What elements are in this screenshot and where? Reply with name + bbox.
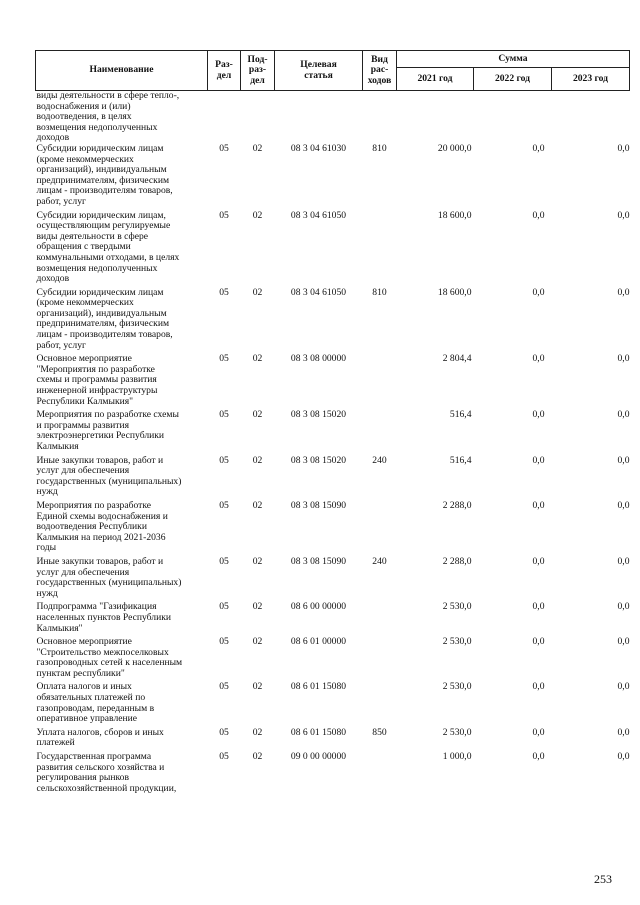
row-sum-2022: 0,0 — [532, 681, 545, 693]
row-target-article: 08 3 08 15090 — [290, 499, 347, 511]
row-name: Субсидии юридическим лицам (кроме некоммерческих организаций), индивидуальным предпринимателям, физическим лицам - производителям товаров, работ, услуг — [36, 286, 173, 351]
row-subsection: 02 — [252, 751, 263, 763]
table-body — [36, 91, 630, 798]
row-name: Иные закупки товаров, работ и услуг для обеспечения государственных (муниципальных) нужд — [36, 555, 182, 599]
row-section: 05 — [219, 636, 229, 648]
row-target-article: 08 6 01 00000 — [290, 636, 347, 648]
row-sum-2021: 516,4 — [449, 409, 472, 421]
row-subsection: 02 — [252, 209, 263, 221]
row-sum-2022: 0,0 — [532, 353, 545, 365]
row-sum-2022: 0,0 — [532, 286, 545, 298]
row-subsection: 02 — [252, 726, 263, 738]
continued-row — [36, 91, 630, 144]
row-sum-2021: 1 000,0 — [442, 751, 472, 763]
header-name: Наименование — [36, 51, 208, 91]
row-subsection: 02 — [252, 499, 263, 511]
table-row — [36, 144, 630, 211]
row-name: Подпрограмма "Газификация населенных пунктов Республики Калмыкия" — [36, 601, 171, 634]
row-sum-2022: 0,0 — [532, 751, 545, 763]
row-section: 05 — [219, 601, 229, 613]
table-row — [36, 501, 630, 557]
row-sum-2023: 0,0 — [617, 142, 630, 154]
row-subsection: 02 — [252, 142, 263, 154]
row-sum-2023: 0,0 — [617, 681, 630, 693]
row-section: 05 — [219, 751, 229, 763]
row-sum-2021: 2 530,0 — [442, 726, 472, 738]
row-expense-type — [363, 501, 397, 557]
header-expense-type: Вид рас- ходов — [363, 51, 397, 91]
row-target-article: 08 3 04 61030 — [290, 142, 347, 154]
row-expense-type: 240 — [372, 454, 387, 466]
row-sum-2021: 2 530,0 — [442, 681, 472, 693]
row-expense-type — [363, 211, 397, 288]
row-name: Иные закупки товаров, работ и услуг для обеспечения государственных (муниципальных) нужд — [36, 454, 182, 498]
header-year-2022: 2022 год — [474, 68, 552, 91]
header-section: Раз- дел — [208, 51, 241, 91]
row-section: 05 — [219, 555, 229, 567]
row-sum-2023: 0,0 — [617, 209, 630, 221]
row-sum-2022: 0,0 — [532, 601, 545, 613]
row-sum-2021: 2 288,0 — [442, 555, 472, 567]
row-expense-type — [363, 410, 397, 455]
row-target-article: 08 3 04 61050 — [290, 209, 347, 221]
row-name: Мероприятия по разработке Единой схемы водоснабжения и водоотведения Республики Калмыкия на период 2021-2036 годы — [36, 499, 168, 554]
row-expense-type: 810 — [372, 286, 387, 298]
row-name: Субсидии юридическим лицам (кроме некоммерческих организаций), индивидуальным предпринимателям, физическим лицам - производителям товаров, работ, услуг — [36, 142, 173, 207]
table-header — [36, 51, 630, 91]
row-target-article: 08 3 08 15090 — [290, 555, 347, 567]
row-name: Оплата налогов и иных обязательных платежей по газопроводам, переданным в оперативное управление — [36, 681, 155, 725]
row-subsection: 02 — [252, 353, 263, 365]
row-sum-2021: 20 000,0 — [437, 142, 472, 154]
row-subsection: 02 — [252, 601, 263, 613]
page-number: 253 — [594, 872, 612, 886]
row-expense-type — [363, 354, 397, 410]
row-sum-2021: 2 804,4 — [442, 353, 472, 365]
row-target-article: 08 6 00 00000 — [290, 601, 347, 613]
row-name: Мероприятия по разработке схемы и программы развития электроэнергетики Республики Калмыкия — [36, 409, 179, 452]
row-sum-2023: 0,0 — [617, 601, 630, 613]
row-target-article: 08 3 04 61050 — [290, 286, 347, 298]
row-name: Уплата налогов, сборов и иных платежей — [36, 726, 164, 749]
row-sum-2022: 0,0 — [532, 555, 545, 567]
table-row — [36, 288, 630, 355]
table-row — [36, 637, 630, 682]
row-section: 05 — [219, 681, 229, 693]
row-expense-type: 240 — [372, 555, 387, 567]
table-row — [36, 211, 630, 288]
row-sum-2023: 0,0 — [617, 454, 630, 466]
header-subsection: Под- раз- дел — [241, 51, 275, 91]
row-target-article: 08 3 08 15020 — [290, 409, 347, 421]
row-sum-2023: 0,0 — [617, 353, 630, 365]
row-sum-2021: 2 530,0 — [442, 636, 472, 648]
row-sum-2022: 0,0 — [532, 636, 545, 648]
row-sum-2022: 0,0 — [532, 409, 545, 421]
row-expense-type — [363, 682, 397, 727]
row-name: Основное мероприятие "Строительство межпоселковых газопроводных сетей к населенным пунктам республики" — [36, 636, 183, 679]
row-section: 05 — [219, 499, 229, 511]
row-sum-2023: 0,0 — [617, 286, 630, 298]
row-sum-2023: 0,0 — [617, 409, 630, 421]
row-section: 05 — [219, 454, 229, 466]
row-target-article: 08 3 08 00000 — [290, 353, 347, 365]
row-target-article: 08 3 08 15020 — [290, 454, 347, 466]
row-expense-type: 850 — [372, 726, 387, 738]
row-sum-2021: 2 288,0 — [442, 499, 472, 511]
table-row — [36, 682, 630, 727]
row-sum-2021: 18 600,0 — [437, 286, 472, 298]
continued-text: виды деятельности в сфере тепло-, водоснабжения и (или) водоотведения, в целях возмещения недополученных доходов — [36, 90, 180, 144]
header-sum: Сумма — [397, 51, 630, 68]
header-target: Целевая статья — [275, 51, 363, 91]
row-sum-2022: 0,0 — [532, 142, 545, 154]
table-row — [36, 557, 630, 602]
row-subsection: 02 — [252, 555, 263, 567]
row-subsection: 02 — [252, 286, 263, 298]
row-expense-type: 810 — [372, 142, 387, 154]
row-expense-type — [363, 602, 397, 637]
row-target-article: 08 6 01 15080 — [290, 726, 347, 738]
header-year-2023: 2023 год — [552, 68, 630, 91]
row-name: Государственная программа развития сельского хозяйства и регулирования рынков сельскохозяйственной продукции, — [36, 751, 177, 794]
row-sum-2023: 0,0 — [617, 636, 630, 648]
row-sum-2022: 0,0 — [532, 499, 545, 511]
row-name: Субсидии юридическим лицам, осуществляющим регулируемые виды деятельности в сфере обращения с твердыми коммунальными отходами, в целях возмещения недополученных доходов — [36, 209, 180, 285]
row-section: 05 — [219, 726, 229, 738]
row-name: Основное мероприятие "Мероприятия по разработке схемы и программы развития инженерной инфраструктуры Республики Калмыкия" — [36, 353, 158, 407]
row-target-article: 09 0 00 00000 — [290, 751, 347, 763]
row-sum-2023: 0,0 — [617, 751, 630, 763]
row-expense-type — [363, 752, 397, 797]
row-subsection: 02 — [252, 636, 263, 648]
row-sum-2022: 0,0 — [532, 454, 545, 466]
header-year-2021: 2021 год — [397, 68, 474, 91]
row-sum-2023: 0,0 — [617, 499, 630, 511]
table-row — [36, 456, 630, 501]
row-sum-2021: 18 600,0 — [437, 209, 472, 221]
row-sum-2023: 0,0 — [617, 555, 630, 567]
row-target-article: 08 6 01 15080 — [290, 681, 347, 693]
table-row — [36, 728, 630, 752]
row-expense-type — [363, 637, 397, 682]
budget-table — [35, 50, 630, 797]
row-sum-2021: 516,4 — [449, 454, 472, 466]
row-section: 05 — [219, 286, 229, 298]
row-section: 05 — [219, 353, 229, 365]
row-section: 05 — [219, 209, 229, 221]
row-subsection: 02 — [252, 681, 263, 693]
row-subsection: 02 — [252, 409, 263, 421]
table-row — [36, 602, 630, 637]
row-sum-2023: 0,0 — [617, 726, 630, 738]
table-row — [36, 410, 630, 455]
row-sum-2022: 0,0 — [532, 726, 545, 738]
row-subsection: 02 — [252, 454, 263, 466]
row-section: 05 — [219, 142, 229, 154]
row-sum-2022: 0,0 — [532, 209, 545, 221]
table-row — [36, 752, 630, 797]
row-sum-2021: 2 530,0 — [442, 601, 472, 613]
table-row — [36, 354, 630, 410]
row-section: 05 — [219, 409, 229, 421]
